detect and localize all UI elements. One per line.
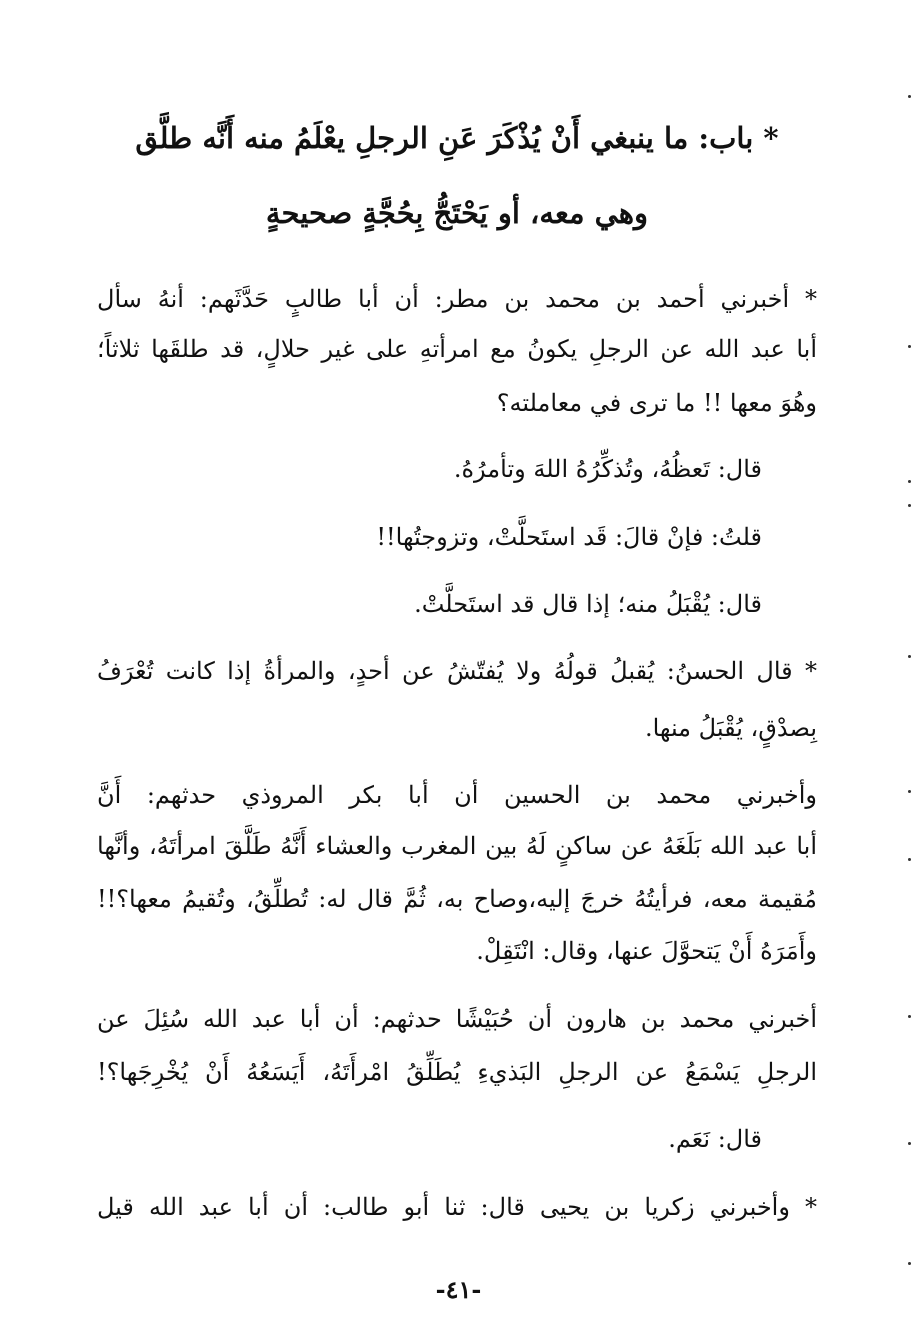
text-line: بِصدْقٍ، يُقْبَلُ منها. (644, 714, 817, 742)
margin-dot (908, 95, 911, 98)
text-line: وهُوَ معها !! ما ترى في معاملته؟ (496, 389, 817, 417)
text-line: أبا عبد الله بَلَغَهُ عن ساكنٍ لَهُ بين المغرب والعشاء أَنَّهُ طَلَّقَ امرأتَهُ، وأنَّها (97, 832, 817, 860)
chapter-heading-line-1: * باب: ما ينبغي أَنْ يُذْكَرَ عَنِ الرجلِ يعْلَمُ منه أَنَّه طلَّق (135, 121, 779, 155)
text-line: مُقيمة معه، فرأيتُهُ خرجَ إليه،وصاح به، ثُمَّ قال له: تُطلِّقُ، وتُقيمُ معها؟!! (97, 885, 817, 913)
page-number: -٤١- (435, 1275, 482, 1304)
margin-dot (908, 504, 911, 507)
text-line: * أخبرني أحمد بن محمد بن مطر: أن أبا طالبٍ حَدَّثَهم: أنهُ سأل (97, 285, 817, 313)
margin-dot (908, 1142, 911, 1145)
text-line: * وأخبرني زكريا بن يحيى قال: ثنا أبو طالب: أن أبا عبد الله قيل (97, 1193, 817, 1221)
text-line: * قال الحسنُ: يُقبلُ قولُهُ ولا يُفتّشُ عن أحدٍ، والمرأةُ إذا كانت تُعْرَفُ (97, 657, 817, 685)
margin-dot (908, 655, 911, 658)
margin-dot (908, 345, 911, 348)
text-line: وأخبرني محمد بن الحسين أن أبا بكر المروذي حدثهم: أَنَّ (97, 781, 817, 809)
margin-dot (908, 858, 911, 861)
text-line: أبا عبد الله عن الرجلِ يكونُ مع امرأتهِ على غير حلالٍ، قد طلقَها ثلاثاً؛ (97, 335, 818, 363)
text-line: قلتُ: فإنْ قالَ: قَد استَحلَّتْ، وتزوجتُها!! (376, 523, 762, 551)
text-line: وأَمَرَهُ أَنْ يَتحوَّلَ عنها، وقال: انْتَقِلْ. (476, 937, 817, 965)
margin-dot (908, 1015, 911, 1018)
text-line: قال: تَعظُهُ، وتُذكِّرُهُ اللهَ وتأمرُهُ. (453, 455, 762, 483)
text-line: قال: نَعَم. (668, 1125, 762, 1153)
margin-dot (908, 1262, 911, 1265)
text-line: أخبرني محمد بن هارون أن حُبَيْشًا حدثهم: أن أبا عبد الله سُئِلَ عن (97, 1005, 817, 1033)
chapter-heading-line-2: وهي معه، أو يَحْتَجُّ بِحُجَّةٍ صحيحةٍ (265, 196, 649, 230)
text-line: قال: يُقْبَلُ منه؛ إذا قال قد استَحلَّتْ. (414, 590, 762, 618)
margin-dot (908, 480, 911, 483)
margin-dot (908, 790, 911, 793)
text-line: الرجلِ يَسْمَعُ عن الرجلِ البَذيءِ يُطَلِّقُ امْرأَتَهُ، أَيَسَعُهُ أَنْ يُخْرِجَها؟! (97, 1058, 817, 1086)
